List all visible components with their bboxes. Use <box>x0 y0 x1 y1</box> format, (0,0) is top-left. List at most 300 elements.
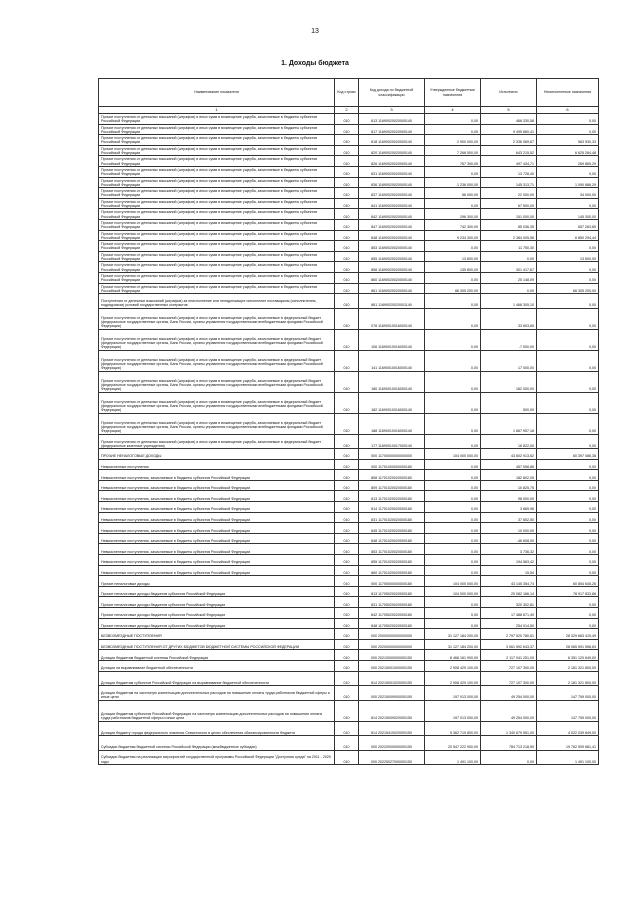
row-name-cell: Прочие поступления от денежных взысканий (штрафов) и иных сумм в возмещение ущерба, зачисляемые в федеральный бюджет (федеральные государственные органы, Банк России, органы управления государственными внебюджетными фондами Российской Федерации) <box>99 371 335 392</box>
row-done-cell: -7 000,00 <box>481 329 537 350</box>
row-rest-cell: 0,00 <box>537 502 599 513</box>
row-name-cell: Прочие поступления от денежных взысканий (штрафов) и иных сумм в возмещение ущерба, зачисляемые в бюджеты субъектов Российской Федерации <box>99 156 335 167</box>
row-done-cell: 85 036,35 <box>481 219 537 230</box>
row-kbk-cell: 860 11690020020000140 <box>359 272 425 283</box>
col-number: 2 <box>335 107 359 114</box>
col-number: 3 <box>359 107 425 114</box>
row-done-cell: 10 000,00 <box>481 523 537 534</box>
row-plan-cell: 0,00 <box>425 565 481 576</box>
row-plan-cell: 767 300,00 <box>425 156 481 167</box>
row-kbk-cell: 861 11690020020000140 <box>359 283 425 294</box>
row-code-cell: 010 <box>335 449 359 460</box>
row-code-cell: 010 <box>335 188 359 199</box>
row-rest-cell: 0,00 <box>537 555 599 566</box>
row-kbk-cell: 000 11700000000000000 <box>359 449 425 460</box>
row-plan-cell: 0,00 <box>425 480 481 491</box>
row-code-cell: 010 <box>335 512 359 523</box>
row-plan-cell: 20 547 222 900,00 <box>425 736 481 751</box>
row-done-cell: 49 254 000,00 <box>481 686 537 701</box>
row-rest-cell: 0,00 <box>537 480 599 491</box>
row-plan-cell: 0,00 <box>425 491 481 502</box>
row-name-cell: Дотации бюджетам субъектов Российской Федерации на выравнивание бюджетной обеспеченности <box>99 671 335 686</box>
table-row <box>99 512 599 523</box>
row-plan-cell: 0,00 <box>425 470 481 481</box>
table-row <box>99 597 599 608</box>
table-row <box>99 629 599 640</box>
row-kbk-cell: 814 20215001020000150 <box>359 671 425 686</box>
row-code-cell: 010 <box>335 434 359 449</box>
row-plan-cell: 7 268 500,00 <box>425 145 481 156</box>
row-rest-cell: 0,00 <box>537 308 599 329</box>
row-name-cell: Прочие поступления от денежных взысканий (штрафов) и иных сумм в возмещение ущерба, зачисляемые в бюджеты субъектов Российской Федерации <box>99 272 335 283</box>
row-kbk-cell: 848 11701020020000180 <box>359 533 425 544</box>
table-row <box>99 459 599 470</box>
row-name-cell: Прочие поступления от денежных взысканий (штрафов) и иных сумм в возмещение ущерба, зачисляемые в бюджеты субъектов Российской Федерации <box>99 188 335 199</box>
row-plan-cell: 2 900 000,00 <box>425 135 481 146</box>
row-code-cell: 010 <box>335 686 359 701</box>
row-done-cell: 3 669,96 <box>481 502 537 513</box>
row-code-cell: 010 <box>335 523 359 534</box>
row-kbk-cell: 000 11701000000000180 <box>359 459 425 470</box>
row-name-cell: Прочие поступления от денежных взысканий (штрафов) и иных сумм в возмещение ущерба, зачисляемые в бюджеты субъектов Российской Федерации <box>99 209 335 220</box>
row-kbk-cell: 818 11690020020000140 <box>359 135 425 146</box>
row-code-cell: 010 <box>335 124 359 135</box>
row-name-cell: БЕЗВОЗМЕЗДНЫЕ ПОСТУПЛЕНИЯ ОТ ДРУГИХ БЮДЖЕТОВ БЮДЖЕТНОЙ СИСТЕМЫ РОССИЙСКОЙ ФЕДЕРАЦИИ <box>99 639 335 650</box>
row-code-cell: 010 <box>335 177 359 188</box>
row-plan-cell: 0,00 <box>425 608 481 619</box>
row-name-cell: Невыясненные поступления, зачисляемые в бюджеты субъектов Российской Федерации <box>99 555 335 566</box>
row-code-cell: 010 <box>335 721 359 736</box>
row-rest-cell: 145 300,00 <box>537 209 599 220</box>
page-number: 13 <box>311 28 319 35</box>
row-done-cell: 1 468 305,10 <box>481 294 537 309</box>
row-plan-cell: 0,00 <box>425 502 481 513</box>
col-header-code: Код строки <box>335 79 359 107</box>
row-rest-cell: 6 625 284,48 <box>537 145 599 156</box>
row-code-cell: 010 <box>335 700 359 721</box>
row-kbk-cell: 814 20215410020000150 <box>359 721 425 736</box>
table-row <box>99 219 599 230</box>
row-name-cell: Невыясненные поступления, зачисляемые в бюджеты субъектов Российской Федерации <box>99 523 335 534</box>
row-kbk-cell: 141 11690010016000140 <box>359 350 425 371</box>
row-rest-cell: 0,00 <box>537 470 599 481</box>
row-rest-cell: 6 850 294,44 <box>537 230 599 241</box>
row-name-cell: Прочие неналоговые доходы <box>99 576 335 587</box>
row-done-cell: 784 713 218,59 <box>481 736 537 751</box>
row-kbk-cell: 842 11705020020000180 <box>359 608 425 619</box>
row-name-cell: Прочие поступления от денежных взысканий (штрафов) и иных сумм в возмещение ущерба, зачисляемые в бюджеты субъектов Российской Федерации <box>99 219 335 230</box>
row-name-cell: Прочие поступления от денежных взысканий (штрафов) и иных сумм в возмещение ущерба, зачисляемые в бюджеты субъектов Российской Федерации <box>99 166 335 177</box>
row-plan-cell: 0,00 <box>425 241 481 252</box>
row-name-cell: Прочие поступления от денежных взысканий (штрафов) и иных сумм в возмещение ущерба, зачисляемые в бюджеты субъектов Российской Федерации <box>99 230 335 241</box>
row-rest-cell: 13 600,00 <box>537 251 599 262</box>
row-name-cell: Прочие неналоговые доходы бюджетов субъектов Российской Федерации <box>99 618 335 629</box>
row-plan-cell: 104 000 000,00 <box>425 586 481 597</box>
row-rest-cell: 0,00 <box>537 166 599 177</box>
row-kbk-cell: 855 11701020020000180 <box>359 555 425 566</box>
row-plan-cell: 13 600,00 <box>425 251 481 262</box>
table-row <box>99 470 599 481</box>
row-code-cell: 010 <box>335 555 359 566</box>
row-code-cell: 010 <box>335 459 359 470</box>
row-code-cell: 010 <box>335 565 359 576</box>
row-name-cell: Дотации бюджету города федерального значения Севастополя в целях обеспечения сбалансированности бюджета <box>99 721 335 736</box>
col-header-plan: Утвержденные бюджетные назначения <box>425 79 481 107</box>
row-rest-cell: 60 397 086,38 <box>537 449 599 460</box>
row-kbk-cell: 836 11690020020000140 <box>359 177 425 188</box>
row-done-cell: 643 215,52 <box>481 145 537 156</box>
row-name-cell: Прочие неналоговые доходы бюджетов субъектов Российской Федерации <box>99 608 335 619</box>
row-rest-cell: 0,00 <box>537 413 599 434</box>
row-done-cell: 1 340 679 951,00 <box>481 721 537 736</box>
col-number: 4 <box>425 107 481 114</box>
row-kbk-cell: 826 11690020020000140 <box>359 156 425 167</box>
table-row <box>99 544 599 555</box>
row-name-cell: Дотации бюджетам бюджетной системы Российской Федерации <box>99 650 335 661</box>
table-row <box>99 413 599 434</box>
row-name-cell: Невыясненные поступления, зачисляемые в бюджеты субъектов Российской Федерации <box>99 533 335 544</box>
table-row <box>99 329 599 350</box>
row-rest-cell: 0,00 <box>537 329 599 350</box>
row-code-cell: 010 <box>335 618 359 629</box>
table-row <box>99 156 599 167</box>
row-name-cell: Невыясненные поступления, зачисляемые в бюджеты субъектов Российской Федерации <box>99 565 335 576</box>
row-name-cell: Прочие поступления от денежных взысканий (штрафов) и иных сумм в возмещение ущерба, зачисляемые в бюджеты субъектов Российской Федерации <box>99 124 335 135</box>
table-row <box>99 523 599 534</box>
table-row <box>99 308 599 329</box>
row-plan-cell: 0,00 <box>425 434 481 449</box>
table-row <box>99 272 599 283</box>
table-row <box>99 502 599 513</box>
row-done-cell: 1 667 957,18 <box>481 413 537 434</box>
row-code-cell: 010 <box>335 639 359 650</box>
row-name-cell: БЕЗВОЗМЕЗДНЫЕ ПОСТУПЛЕНИЯ <box>99 629 335 640</box>
row-code-cell: 010 <box>335 329 359 350</box>
row-code-cell: 010 <box>335 114 359 125</box>
row-rest-cell: 0,00 <box>537 434 599 449</box>
table-row <box>99 618 599 629</box>
row-done-cell: 13 728,40 <box>481 166 537 177</box>
row-plan-cell: 9 234 300,00 <box>425 230 481 241</box>
row-rest-cell: 0,00 <box>537 262 599 273</box>
row-done-cell: 3 061 592 643,37 <box>481 639 537 650</box>
row-done-cell: 727 107 300,00 <box>481 660 537 671</box>
row-kbk-cell: 861 11690020020001140 <box>359 294 425 309</box>
row-plan-cell: 135 800,00 <box>425 262 481 273</box>
row-kbk-cell: 813 11705020020000180 <box>359 586 425 597</box>
row-name-cell: Прочие поступления от денежных взысканий (штрафов) и иных сумм в возмещение ущерба, зачисляемые в федеральный бюджет (федеральные государственные органы, Банк России, органы управления государственными внебюджетными фондами Российской Федерации) <box>99 392 335 413</box>
row-plan-cell: 0,00 <box>425 329 481 350</box>
row-code-cell: 010 <box>335 736 359 751</box>
row-code-cell: 010 <box>335 533 359 544</box>
row-name-cell: Невыясненные поступления, зачисляемые в бюджеты субъектов Российской Федерации <box>99 480 335 491</box>
row-done-cell: 43 602 913,62 <box>481 449 537 460</box>
row-done-cell: 11 750,30 <box>481 241 537 252</box>
row-done-cell: 10 825,75 <box>481 480 537 491</box>
row-kbk-cell: 000 20200000000000000 <box>359 639 425 650</box>
row-done-cell: 0,00 <box>481 750 537 765</box>
col-header-done: Исполнено <box>481 79 537 107</box>
row-code-cell: 010 <box>335 283 359 294</box>
row-plan-cell: 0,00 <box>425 512 481 523</box>
row-name-cell: Прочие поступления от денежных взысканий (штрафов) и иных сумм в возмещение ущерба, зачисляемые в бюджеты субъектов Российской Федерации <box>99 114 335 125</box>
row-done-cell: -46 608,00 <box>481 533 537 544</box>
row-done-cell: 22 000,00 <box>481 188 537 199</box>
row-name-cell: Субсидии бюджетам на реализацию мероприятий государственной программы Российской Федерации "Доступная среда" на 2011 - 2020 годы <box>99 750 335 765</box>
row-code-cell: 010 <box>335 608 359 619</box>
row-kbk-cell: 182 11690010016000140 <box>359 392 425 413</box>
row-kbk-cell: 177 11690010017000140 <box>359 434 425 449</box>
row-name-cell: Прочие поступления от денежных взысканий (штрафов) и иных сумм в возмещение ущерба, зачисляемые в бюджеты субъектов Российской Федерации <box>99 262 335 273</box>
row-code-cell: 010 <box>335 145 359 156</box>
row-rest-cell: 0,00 <box>537 533 599 544</box>
col-number: 1 <box>99 107 335 114</box>
table-row <box>99 449 599 460</box>
row-code-cell: 010 <box>335 470 359 481</box>
row-name-cell: Невыясненные поступления, зачисляемые в бюджеты субъектов Российской Федерации <box>99 544 335 555</box>
section-title: 1. Доходы бюджета <box>281 60 349 67</box>
row-kbk-cell: 076 11690010016000140 <box>359 308 425 329</box>
row-done-cell: 2 117 041 251,00 <box>481 650 537 661</box>
row-code-cell: 010 <box>335 241 359 252</box>
row-rest-cell: 0,00 <box>537 241 599 252</box>
row-code-cell: 010 <box>335 371 359 392</box>
row-name-cell: Прочие поступления от денежных взысканий (штрафов) и иных сумм в возмещение ущерба, зачисляемые в бюджеты субъектов Российской Федерации <box>99 198 335 209</box>
table-row <box>99 241 599 252</box>
table-row <box>99 350 599 371</box>
row-code-cell: 010 <box>335 413 359 434</box>
table-row <box>99 660 599 671</box>
row-name-cell: Прочие неналоговые доходы бюджетов субъектов Российской Федерации <box>99 597 335 608</box>
row-code-cell: 010 <box>335 350 359 371</box>
row-code-cell: 010 <box>335 544 359 555</box>
row-rest-cell: 1 090 686,29 <box>537 177 599 188</box>
row-plan-cell: 0,00 <box>425 533 481 544</box>
row-kbk-cell: 000 11705000000000180 <box>359 576 425 587</box>
row-kbk-cell: 848 11690020020000140 <box>359 230 425 241</box>
row-rest-cell: 147 759 000,00 <box>537 686 599 701</box>
row-kbk-cell: 106 11690010016000140 <box>359 329 425 350</box>
row-code-cell: 010 <box>335 166 359 177</box>
row-plan-cell: 0,00 <box>425 544 481 555</box>
row-name-cell: Дотации на выравнивание бюджетной обеспеченности <box>99 660 335 671</box>
table-row <box>99 533 599 544</box>
row-plan-cell: 197 013 000,00 <box>425 700 481 721</box>
row-name-cell: Прочие поступления от денежных взысканий (штрафов) и иных сумм в возмещение ущерба, зачисляемые в федеральный бюджет (федеральные государственные органы, Банк России, органы управления государственными внебюджетными фондами Российской Федерации) <box>99 413 335 434</box>
row-rest-cell: 60 854 645,26 <box>537 576 599 587</box>
row-code-cell: 010 <box>335 251 359 262</box>
row-code-cell: 010 <box>335 660 359 671</box>
row-rest-cell: 0,00 <box>537 565 599 576</box>
row-kbk-cell: 000 20215009000000150 <box>359 686 425 701</box>
table-row <box>99 576 599 587</box>
row-plan-cell: 0,00 <box>425 597 481 608</box>
row-code-cell: 010 <box>335 480 359 491</box>
row-rest-cell: 4 022 039 849,00 <box>537 721 599 736</box>
row-code-cell: 010 <box>335 586 359 597</box>
table-row <box>99 434 599 449</box>
row-kbk-cell: 000 20225027000000150 <box>359 750 425 765</box>
row-rest-cell: 0,00 <box>537 198 599 209</box>
row-name-cell: Прочие поступления от денежных взысканий (штрафов) и иных сумм в возмещение ущерба, зачисляемые в бюджеты субъектов Российской Федерации <box>99 241 335 252</box>
row-code-cell: 010 <box>335 219 359 230</box>
row-done-cell: 182 802,05 <box>481 470 537 481</box>
row-kbk-cell: 180 11690010016000140 <box>359 371 425 392</box>
row-rest-cell: 19 762 509 681,41 <box>537 736 599 751</box>
row-kbk-cell: 813 1169002002000014​0 <box>359 114 425 125</box>
row-kbk-cell: 808 11701020020000180 <box>359 470 425 481</box>
row-plan-cell: 0,00 <box>425 294 481 309</box>
table-row <box>99 671 599 686</box>
row-kbk-cell: 000 20000000000000000 <box>359 629 425 640</box>
table-row <box>99 371 599 392</box>
row-kbk-cell: 841 11690020020000140 <box>359 198 425 209</box>
row-kbk-cell: 845 11701020020000180 <box>359 523 425 534</box>
row-done-cell: 254 014,50 <box>481 618 537 629</box>
row-code-cell: 010 <box>335 262 359 273</box>
row-plan-cell: 0,00 <box>425 618 481 629</box>
row-plan-cell: 0,00 <box>425 371 481 392</box>
table-row <box>99 135 599 146</box>
row-name-cell: Невыясненные поступления, зачисляемые в бюджеты субъектов Российской Федерации <box>99 491 335 502</box>
row-done-cell: 457 558,88 <box>481 459 537 470</box>
table-row <box>99 198 599 209</box>
table-row <box>99 555 599 566</box>
row-kbk-cell: 855 11690020020000140 <box>359 251 425 262</box>
row-code-cell: 010 <box>335 671 359 686</box>
row-plan-cell: 2 908 429 100,00 <box>425 671 481 686</box>
row-kbk-cell: 817 11690020020000140 <box>359 124 425 135</box>
row-kbk-cell: 000 20215001000000150 <box>359 660 425 671</box>
row-rest-cell: 0,00 <box>537 491 599 502</box>
table-row <box>99 392 599 413</box>
row-code-cell: 010 <box>335 502 359 513</box>
row-code-cell: 010 <box>335 392 359 413</box>
table-row <box>99 251 599 262</box>
row-plan-cell: 8 468 161 900,00 <box>425 650 481 661</box>
row-done-cell: 9 495 660,41 <box>481 124 537 135</box>
row-kbk-cell: 831 11701020020000180 <box>359 512 425 523</box>
row-code-cell: 010 <box>335 491 359 502</box>
row-plan-cell: 0,00 <box>425 124 481 135</box>
row-kbk-cell: 856 11690020020000140 <box>359 262 425 273</box>
row-done-cell: 500,00 <box>481 392 537 413</box>
row-plan-cell: 104 000 000,00 <box>425 576 481 587</box>
row-name-cell: Прочие поступления от денежных взысканий (штрафов) и иных сумм в возмещение ущерба, зачисляемые в бюджеты субъектов Российской Федерации <box>99 251 335 262</box>
row-plan-cell: 104 000 000,00 <box>425 449 481 460</box>
row-rest-cell: 28 065 591 556,63 <box>537 639 599 650</box>
row-name-cell: Дотации бюджетам на частичную компенсацию дополнительных расходов на повышение оплаты труда работников бюджетной сферы и иные цели <box>99 686 335 701</box>
row-rest-cell: 0,00 <box>537 294 599 309</box>
row-done-cell: 2 336 069,67 <box>481 135 537 146</box>
row-name-cell: Субсидии бюджетам бюджетной системы Российской Федерации (межбюджетные субсидии) <box>99 736 335 751</box>
row-done-cell: 43 145 354,74 <box>481 576 537 587</box>
row-done-cell: 33 603,65 <box>481 308 537 329</box>
row-kbk-cell: 860 11701020020000180 <box>359 565 425 576</box>
row-code-cell: 010 <box>335 750 359 765</box>
row-rest-cell: 0,00 <box>537 523 599 534</box>
row-kbk-cell: 809 11701020020000180 <box>359 480 425 491</box>
table-row <box>99 114 599 125</box>
row-plan-cell: 0,00 <box>425 166 481 177</box>
row-rest-cell: 269 865,29 <box>537 156 599 167</box>
row-name-cell: ПРОЧИЕ НЕНАЛОГОВЫЕ ДОХОДЫ <box>99 449 335 460</box>
table-row <box>99 721 599 736</box>
row-done-cell: 49 254 000,00 <box>481 700 537 721</box>
row-code-cell: 010 <box>335 135 359 146</box>
row-done-cell: 16 822,00 <box>481 434 537 449</box>
row-rest-cell: 0,00 <box>537 124 599 135</box>
table-row <box>99 686 599 701</box>
row-name-cell: Невыясненные поступления <box>99 459 335 470</box>
row-rest-cell: 0,00 <box>537 597 599 608</box>
row-code-cell: 010 <box>335 576 359 587</box>
row-code-cell: 010 <box>335 209 359 220</box>
row-kbk-cell: 853 11701020020000180 <box>359 544 425 555</box>
row-plan-cell: 56 000,00 <box>425 188 481 199</box>
row-kbk-cell: 000 20210000000000150 <box>359 650 425 661</box>
row-done-cell: 151 000,00 <box>481 209 537 220</box>
row-rest-cell: 0,00 <box>537 272 599 283</box>
row-rest-cell: 147 759 000,00 <box>537 700 599 721</box>
row-plan-cell: 0,00 <box>425 114 481 125</box>
row-name-cell: Прочие поступления от денежных взысканий (штрафов) и иных сумм в возмещение ущерба, зачисляемые в федеральный бюджет (федеральные казенные учреждения) <box>99 434 335 449</box>
row-code-cell: 010 <box>335 629 359 640</box>
row-code-cell: 010 <box>335 294 359 309</box>
row-name-cell: Прочие поступления от денежных взысканий (штрафов) и иных сумм в возмещение ущерба, зачисляемые в бюджеты субъектов Российской Федерации <box>99 283 335 294</box>
row-name-cell: Прочие неналоговые доходы бюджетов субъектов Российской Федерации <box>99 586 335 597</box>
row-name-cell: Прочие поступления от денежных взысканий (штрафов) и иных сумм в возмещение ущерба, зачисляемые в бюджеты субъектов Российской Федерации <box>99 145 335 156</box>
row-rest-cell: 657 263,65 <box>537 219 599 230</box>
col-number: 6 <box>537 107 599 114</box>
table-row <box>99 262 599 273</box>
row-kbk-cell: 814 20215009020000150 <box>359 700 425 721</box>
row-plan-cell: 0,00 <box>425 392 481 413</box>
col-header-name: Наименование показателя <box>99 79 335 107</box>
row-rest-cell: 0,00 <box>537 371 599 392</box>
row-plan-cell: 66 305 200,00 <box>425 283 481 294</box>
row-done-cell: 25 082 166,14 <box>481 586 537 597</box>
row-plan-cell: 742 300,00 <box>425 219 481 230</box>
row-done-cell: 145 313,71 <box>481 177 537 188</box>
row-rest-cell: 2 181 321 800,00 <box>537 660 599 671</box>
row-code-cell: 010 <box>335 156 359 167</box>
row-kbk-cell: 848 11705020020000180 <box>359 618 425 629</box>
row-plan-cell: 0,00 <box>425 272 481 283</box>
table-row <box>99 230 599 241</box>
table-row <box>99 283 599 294</box>
row-plan-cell: 0,00 <box>425 350 481 371</box>
row-done-cell: 301 417,67 <box>481 262 537 273</box>
row-code-cell: 010 <box>335 308 359 329</box>
row-rest-cell: 0,00 <box>537 350 599 371</box>
table-row <box>99 700 599 721</box>
table-row <box>99 294 599 309</box>
col-header-rest: Неисполненные назначения <box>537 79 599 107</box>
table-row <box>99 750 599 765</box>
row-name-cell: Прочие поступления от денежных взысканий (штрафов) и иных сумм в возмещение ущерба, зачисляемые в федеральный бюджет (федеральные государственные органы, Банк России, органы управления государственными внебюджетными фондами Российской Федерации) <box>99 308 335 329</box>
row-kbk-cell: 842 11690020020000140 <box>359 209 425 220</box>
table-row <box>99 608 599 619</box>
table-row <box>99 177 599 188</box>
row-kbk-cell: 820 11690020020000140 <box>359 145 425 156</box>
row-kbk-cell: 000 20220000000000150 <box>359 736 425 751</box>
row-name-cell: Поступления от денежных взысканий (штрафов) за неисполнение или ненадлежащее исполнение поставщиком (исполнителем, подрядчиком) условий государственных контрактов <box>99 294 335 309</box>
revenue-table <box>98 78 599 765</box>
row-plan-cell: 0,00 <box>425 413 481 434</box>
column-number-row <box>99 107 599 114</box>
row-rest-cell: 0,00 <box>537 114 599 125</box>
